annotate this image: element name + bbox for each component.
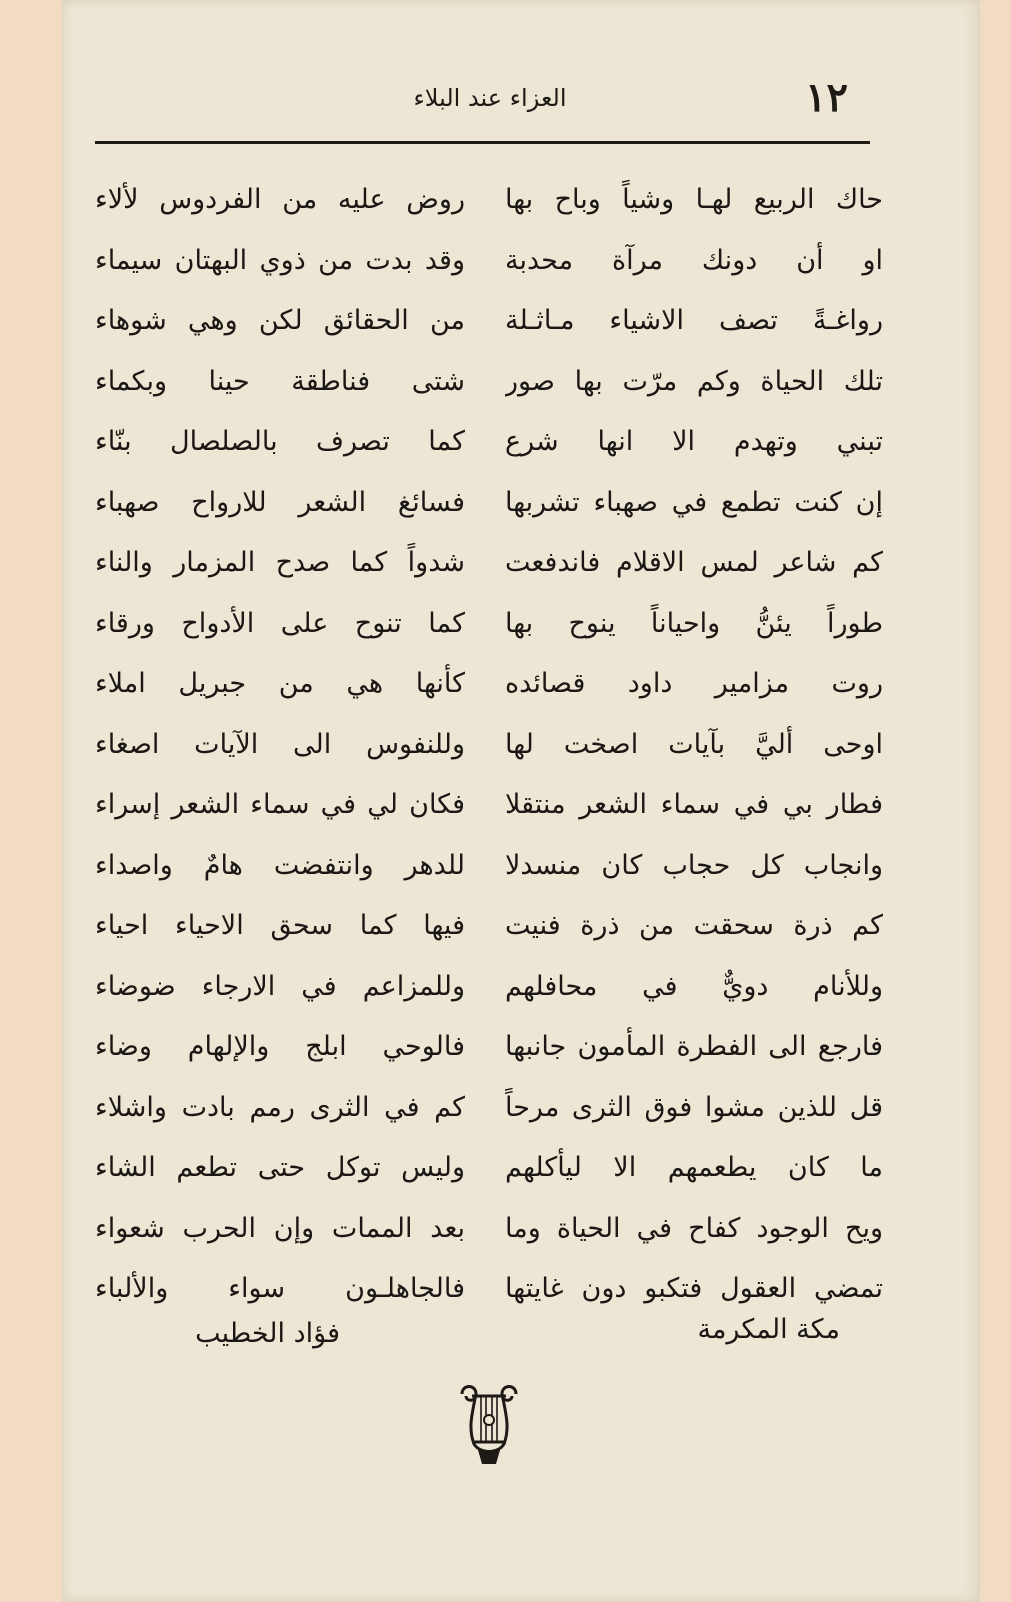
verse-line: كما تنوح على الأدواح ورقاء bbox=[95, 607, 465, 639]
verse-line: فارجع الى الفطرة المأمون جانبها bbox=[505, 1031, 883, 1062]
verse-line: تمضي العقول فتكبو دون غايتها bbox=[505, 1273, 883, 1304]
verse-line: فطار بي في سماء الشعر منتقلا bbox=[505, 789, 883, 820]
verse-line: وقد بدت من ذوي البهتان سيماء bbox=[95, 244, 465, 276]
verse-line: فيها كما سحق الاحياء احياء bbox=[95, 910, 465, 941]
verse-line: بعد الممات وإن الحرب شعواء bbox=[95, 1212, 465, 1244]
verse-line: وليس توكل حتى تطعم الشاء bbox=[95, 1152, 465, 1183]
verse-line: تبني وتهدم الا انها شرع bbox=[505, 426, 883, 457]
verse-line: فسائغ الشعر للارواح صهباء bbox=[95, 486, 465, 518]
verse-line: ما كان يطعمهم الا ليأكلهم bbox=[505, 1152, 883, 1183]
verse-line: من الحقائق لكن وهي شوهاء bbox=[95, 305, 465, 336]
verse-line: فكان لي في سماء الشعر إسراء bbox=[95, 789, 465, 820]
verse-line: وانجاب كل حجاب كان منسدلا bbox=[505, 849, 883, 881]
verse-line: ويح الوجود كفاح في الحياة وما bbox=[505, 1212, 883, 1244]
verse-line: كم ذرة سحقت من ذرة فنيت bbox=[505, 910, 883, 941]
poem-left-column bbox=[95, 170, 465, 1320]
verse-line: للدهر وانتفضت هامٌ واصداء bbox=[95, 849, 465, 881]
verse-line: وللأنام دويٌّ في محافلهم bbox=[505, 970, 883, 1002]
verse-line: تلك الحياة وكم مرّت بها صور bbox=[505, 365, 883, 397]
verse-line: روت مزامير داود قصائده bbox=[505, 668, 883, 699]
verse-line: شتى فناطقة حينا وبكماء bbox=[95, 365, 465, 397]
verse-line: كما تصرف بالصلصال بنّاء bbox=[95, 426, 465, 457]
lyre-ornament-icon bbox=[452, 1380, 526, 1470]
author-signature: فؤاد الخطيب bbox=[195, 1318, 340, 1349]
verse-line: وللمزاعم في الارجاء ضوضاء bbox=[95, 970, 465, 1002]
verse-line: فالجاهلـون سواء والألباء bbox=[95, 1273, 465, 1304]
verse-line: كم شاعر لمس الاقلام فاندفعت bbox=[505, 547, 883, 578]
verse-line: إن كنت تطمع في صهباء تشربها bbox=[505, 486, 883, 518]
verse-line: رواغـةً تصف الاشياء مـاثـلة bbox=[505, 305, 883, 336]
page-number: ١٢ bbox=[805, 74, 848, 121]
running-head: العزاء عند البلاء bbox=[413, 84, 567, 112]
verse-line: كأنها هي من جبريل املاء bbox=[95, 668, 465, 699]
verse-line: كم في الثرى رمم بادت واشلاء bbox=[95, 1091, 465, 1123]
poem-right-column bbox=[505, 170, 883, 1320]
verse-line: وللنفوس الى الآيات اصغاء bbox=[95, 728, 465, 760]
verse-line: او أن دونك مرآة محدبة bbox=[505, 244, 883, 276]
header-rule bbox=[95, 141, 870, 144]
verse-line: شدواً كما صدح المزمار والناء bbox=[95, 547, 465, 578]
place-signature: مكة المكرمة bbox=[697, 1314, 840, 1345]
verse-line: اوحى أليَّ بآيات اصخت لها bbox=[505, 728, 883, 760]
verse-line: طوراً يئنُّ واحياناً ينوح بها bbox=[505, 607, 883, 639]
verse-line: قل للذين مشوا فوق الثرى مرحاً bbox=[505, 1091, 883, 1123]
verse-line: حاك الربيع لهـا وشياً وباح بها bbox=[505, 184, 883, 215]
verse-line: روض عليه من الفردوس لألاء bbox=[95, 184, 465, 215]
verse-line: فالوحي ابلج والإلهام وضاء bbox=[95, 1031, 465, 1062]
